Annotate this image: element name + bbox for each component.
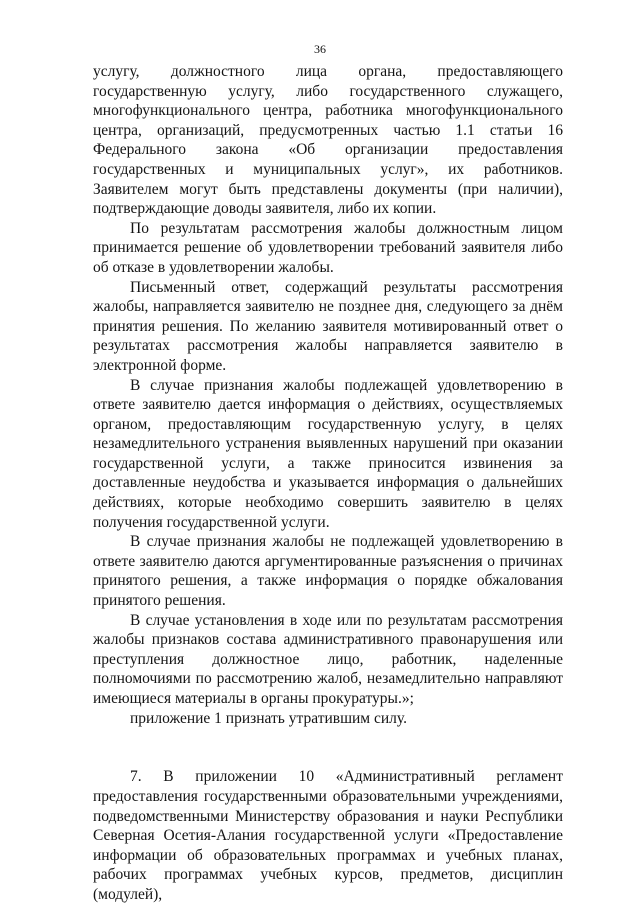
paragraph-written-answer: Письменный ответ, содержащий результаты рассмотрения жалобы, направляется заявителю не позднее дня, следующего за днём принятия решения. По желанию заявителя мотивированный ответ о результатах рассмотрения жалобы направляется заявителю в электронной форме. <box>93 278 563 374</box>
paragraph-complaint-rejected: В случае признания жалобы не подлежащей удовлетворению в ответе заявителю даются аргументированные разъяснения о причинах принятого решения, а также информация о порядке обжалования принятого решения. <box>93 533 563 610</box>
paragraph-item-7: 7. В приложении 10 «Административный регламент предоставления государственными образовательными учреждениями, подведомственными Министерству образования и науки Республики Северная Осетия-Алания государственной услуги «Предоставление информации об образовательных программах и учебных планах, рабочих программах учебных курсов, предметов, дисциплин (модулей), <box>93 768 563 903</box>
paragraph-gap <box>93 748 563 768</box>
page-number: 36 <box>314 42 326 56</box>
paragraph-complaint-subjects: услугу, должностного лица органа, предоставляющего государственную услугу, либо государственного служащего, многофункционального центра, работника многофункционального центра, организаций, предусмотренных частью 1.1 статьи 16 Федерального закона «Об организации предоставления государственных и муниципальных услуг», их работников. Заявителем могут быть представлены документы (при наличии), подтверждающие доводы заявителя, либо их копии. <box>93 63 563 218</box>
paragraph-decision: По результатам рассмотрения жалобы должностным лицом принимается решение об удовлетворении требований заявителя либо об отказе в удовлетворении жалобы. <box>93 219 563 276</box>
paragraph-gap <box>93 728 563 748</box>
document-body <box>93 62 563 905</box>
paragraph-offense-found: В случае установления в ходе или по результатам рассмотрения жалобы признаков состава административного правонарушения или преступления должностное лицо, работник, наделенные полномочиями по рассмотрению жалоб, незамедлительно направляют имеющиеся материалы в органы прокуратуры.»; <box>93 611 563 707</box>
paragraph-complaint-satisfied: В случае признания жалобы подлежащей удовлетворению в ответе заявителю дается информация о действиях, осуществляемых органом, предоставляющим государственную услугу, в целях незамедлительного устранения выявленных нарушений при оказании государственной услуги, а также приносится извинения за доставленные неудобства и указывается информация о дальнейших действиях, которые необходимо совершить заявителю в целях получения государственной услуги. <box>93 376 563 531</box>
paragraph-appendix-repeal: приложение 1 признать утратившим силу. <box>130 709 407 727</box>
